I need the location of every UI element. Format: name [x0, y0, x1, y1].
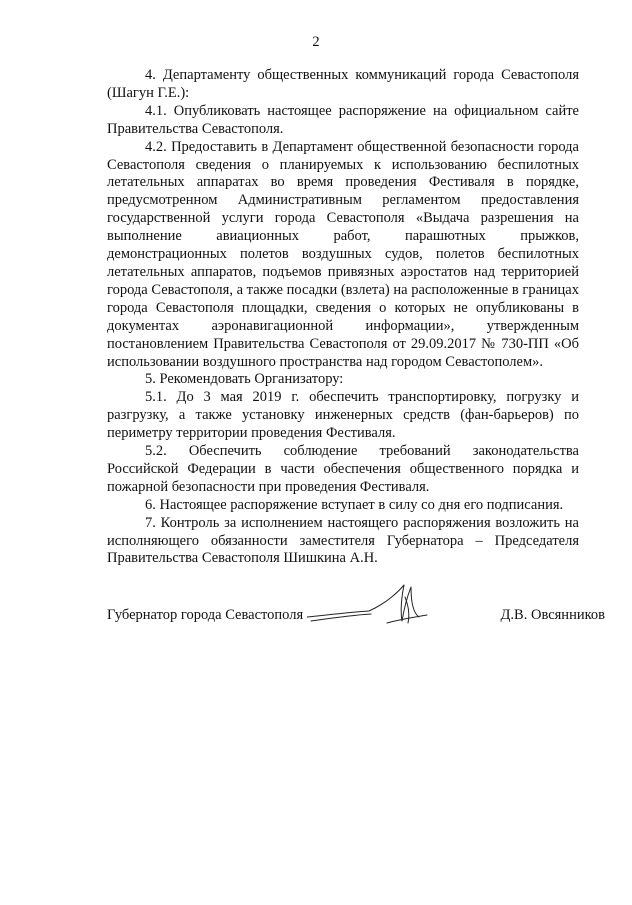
- paragraph-5-2: 5.2. Обеспечить соблюдение требований законодательства Российской Федерации в части обеспечения общественного порядка и пожарной безопасности при проведения Фестиваля.: [107, 443, 579, 495]
- paragraph-4-2: 4.2. Предоставить в Департамент общественной безопасности города Севастополя сведения о планируемых к использованию беспилотных летательных аппаратах во время проведения Фестиваля в порядке, предусмотренном Административным регламентом предоставления государственной услуги города Севастополя «Выдача разрешения на выполнение авиационных работ, парашютных прыжков, демонстрационных полетов воздушных судов, полетов беспилотных летательных аппаратов, подъемов привязных аэростатов над территорией города Севастополя, а также посадки (взлета) на расположенные в границах города Севастополя площадки, сведения о которых не опубликованы в документах аэронавигационной информации», утвержденным постановлением Правительства Севастополя от 29.09.2017 № 730-ПП «Об использовании воздушного пространства над городом Севастополем».: [107, 138, 579, 370]
- handwritten-signature: [307, 579, 437, 639]
- paragraph-4: 4. Департаменту общественных коммуникаций города Севастополя (Шагун Г.Е.):: [107, 67, 579, 101]
- page-number: 2: [312, 34, 320, 50]
- paragraph-4-1: 4.1. Опубликовать настоящее распоряжение на официальном сайте Правительства Севастополя.: [107, 102, 579, 137]
- paragraph-5: 5. Рекомендовать Организатору:: [145, 371, 344, 388]
- paragraph-7: 7. Контроль за исполнением настоящего распоряжения возложить на исполняющего обязанности заместителя Губернатора – Председателя Правительства Севастополя Шишкина А.Н.: [107, 514, 579, 567]
- paragraph-6: 6. Настоящее распоряжение вступает в силу со дня его подписания.: [145, 496, 564, 513]
- signatory-title: Губернатор города Севастополя: [107, 607, 304, 623]
- document-body: [107, 67, 579, 568]
- paragraph-5-1: 5.1. До 3 мая 2019 г. обеспечить транспортировку, погрузку и разгрузку, а также установку инженерных средств (фан-барьеров) по периметру территории проведения Фестиваля.: [107, 389, 579, 442]
- signatory-name: Д.В. Овсянников: [500, 607, 605, 623]
- signature-block: [107, 607, 605, 637]
